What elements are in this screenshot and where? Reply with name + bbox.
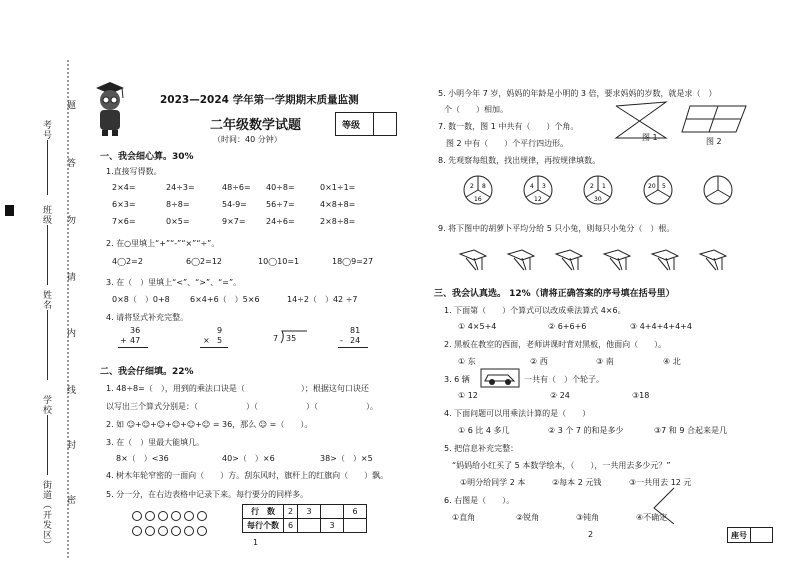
calc-item: 24÷3=: [166, 183, 195, 192]
dividend: 35: [286, 334, 297, 343]
calc-item: 48÷6=: [222, 183, 251, 192]
pattern-number: 1: [602, 183, 606, 190]
compare-item[interactable]: 14÷2（ ）42 ÷7: [287, 295, 358, 304]
s3-q5-option[interactable]: ①明分给同学 2 本: [460, 478, 526, 487]
s3-q4: 4. 下面问题可以用乘法计算的是（ ）: [444, 409, 591, 418]
divisor: 7: [273, 334, 279, 343]
table-cell[interactable]: [344, 519, 367, 533]
label-class: 班级: [41, 205, 51, 225]
r-q7-line2: 图 2 中有（ ）个平行四边形。: [446, 139, 569, 148]
s2-q3-item[interactable]: 38>（ ）×5: [320, 454, 373, 463]
seal-char: 请: [65, 272, 75, 282]
fill-line: [47, 225, 48, 285]
operator-item[interactable]: 4◯2=2: [112, 257, 143, 266]
compare-item[interactable]: 0×8（ ）0+8: [112, 295, 170, 304]
circle-icon: [145, 526, 155, 536]
vertical-top: 9: [217, 326, 223, 335]
table-cell[interactable]: [298, 519, 321, 533]
s3-q2-option[interactable]: ① 东: [458, 357, 476, 366]
pattern-circle-4: [644, 176, 672, 204]
s2-q3-item[interactable]: 40>（ ）×6: [222, 454, 275, 463]
pattern-number: 12: [534, 196, 542, 203]
label-name: 姓名: [41, 290, 51, 310]
calc-item: 40÷8=: [266, 183, 295, 192]
vertical-bottom: 24: [350, 336, 361, 345]
s2-q5: 5. 分一分，在右边表格中记录下来。每行要分的同样多。: [106, 490, 309, 499]
calc-item: 6×3=: [112, 200, 136, 209]
s3-q2-option[interactable]: ④ 北: [663, 357, 681, 366]
label-district: 街道（开发区）: [41, 480, 51, 550]
exam-time: （时间：40 分钟）: [213, 135, 282, 144]
fill-line: [47, 140, 48, 195]
pattern-number: 20: [648, 183, 656, 190]
s3-q1-option[interactable]: ② 6+6+6: [548, 322, 587, 331]
student-mascot-icon: [88, 80, 128, 138]
seal-char: 密: [65, 495, 75, 505]
carrot-bunch-icon: [604, 250, 630, 270]
s3-q3-option[interactable]: ③18: [632, 391, 650, 400]
exam-title: 2023—2024 学年第一学期期末质量监测: [160, 94, 359, 106]
grade-box: [335, 112, 397, 136]
operator-item[interactable]: 18◯9=27: [332, 257, 374, 266]
r-q9: 9. 将下图中的胡萝卜平均分给 5 只小兔，则每只小兔分（ ）根。: [438, 224, 675, 233]
s3-q6-option[interactable]: ②锐角: [516, 513, 540, 522]
circle-icon: [197, 511, 207, 521]
circle-icon: [171, 511, 181, 521]
s3-q6-option[interactable]: ①直角: [452, 513, 476, 522]
circle-icon: [184, 511, 194, 521]
s2-q4: 4. 树木年轮窄密的一面向（ ）方。刮东风时，旗杆上的红旗向（ ）飘。: [106, 471, 389, 480]
s3-q1-option[interactable]: ① 4×5+4: [458, 322, 497, 331]
s2-q1-line2: 以写出三个算式分别是：（ ）（ ）（ ）。: [106, 402, 378, 411]
carrot-bunch-icon: [652, 250, 678, 270]
calc-item: 24÷6=: [266, 217, 295, 226]
compare-item[interactable]: 6×4+6（ ）5×6: [190, 295, 260, 304]
operator-item[interactable]: 10◯10=1: [258, 257, 300, 266]
fill-line: [47, 415, 48, 475]
vertical-op: +: [120, 336, 127, 345]
table-cell: 行 数: [243, 505, 284, 519]
vertical-top: 81: [350, 326, 361, 335]
seat-separator: [750, 528, 751, 542]
table-cell: 每行个数: [243, 519, 284, 533]
seal-char: 勿: [65, 215, 75, 225]
s3-q5: 5. 把信息补充完整：: [444, 444, 519, 453]
section1-heading: 一、我会细心算。30%: [100, 152, 194, 162]
circle-icon: [158, 526, 168, 536]
q2-instruction: 2. 在○里填上“+”“-”“×”“÷”。: [106, 239, 220, 248]
page-number: 1: [253, 538, 259, 547]
section2-heading: 二、我会仔细填。22%: [100, 367, 194, 377]
pattern-number: 5: [662, 183, 666, 190]
carrot-bunch-icon: [460, 250, 486, 270]
s3-q4-option[interactable]: ③7 和 9 合起来是几: [654, 426, 727, 435]
s3-q3-prefix: 3. 6 辆: [444, 375, 470, 384]
s2-q2: 2. 如 ☺+☺+☺+☺+☺+☺ = 36，那么 ☺ =（ ）。: [106, 420, 313, 429]
seal-char: 线: [65, 385, 75, 395]
table-cell: 3: [321, 519, 344, 533]
table-cell: 6: [284, 519, 298, 533]
calc-item: 8÷8=: [166, 200, 190, 209]
calc-item: 54-9=: [222, 200, 247, 209]
s3-q3-option[interactable]: ② 24: [550, 391, 570, 400]
pattern-circle-2: [524, 176, 552, 204]
s3-q4-option[interactable]: ② 3 个 7 的和是多少: [548, 426, 624, 435]
calc-item: 9×7=: [222, 217, 246, 226]
fill-line: [47, 310, 48, 380]
seal-char: 题: [65, 100, 75, 110]
table-cell: 6: [344, 505, 367, 519]
r-q5-line1: 5. 小明今年 7 岁，妈妈的年龄是小明的 3 倍，要求妈妈的岁数，就是求（ ）: [438, 89, 717, 98]
vertical-op: ×: [203, 336, 210, 345]
page-number: 2: [588, 530, 594, 539]
vertical-rule: [338, 347, 368, 348]
table-cell[interactable]: [321, 505, 344, 519]
label-exam-number: 考号: [41, 120, 51, 140]
circle-icon: [171, 526, 181, 536]
r-q5-line2: 个（ ）相加。: [444, 105, 508, 114]
vertical-rule: [200, 347, 228, 348]
s3-q2-option[interactable]: ② 西: [530, 357, 548, 366]
pattern-number: 2: [590, 183, 594, 190]
pattern-circle-3: [584, 176, 612, 204]
seat-label: 座号: [731, 531, 747, 540]
q4-instruction: 4. 请将竖式补充完整。: [106, 313, 189, 322]
registration-mark: [5, 205, 14, 216]
s3-q2: 2. 黑板在教室的西面，老师讲课时背对黑板，他面向（ ）。: [444, 340, 667, 349]
s3-q5-quote: “妈妈给小红买了 5 本数学绘本，（ ），一共用去多少元？”: [452, 461, 671, 470]
table-cell: 2: [284, 505, 298, 519]
calc-item: 2×8÷8=: [320, 217, 356, 226]
seat-number-box: [727, 527, 773, 543]
pattern-circles: [462, 174, 762, 208]
q3-instruction: 3. 在（ ）里填上“<”、“>”、“=”。: [106, 278, 242, 287]
grouping-table: [242, 504, 367, 533]
circle-icon: [132, 526, 142, 536]
calc-item: 7×6=: [112, 217, 136, 226]
circle-icon: [145, 511, 155, 521]
angle-figure: [650, 486, 676, 526]
s3-q4-option[interactable]: ① 6 比 4 多几: [458, 426, 510, 435]
seal-char: 内: [65, 328, 75, 338]
vertical-bottom: 5: [217, 336, 223, 345]
circle-icon: [184, 526, 194, 536]
car-icon: [480, 368, 520, 388]
s3-q5-option[interactable]: ③一共用去 12 元: [629, 478, 692, 487]
parallelogram-figure-2: [680, 104, 748, 134]
carrot-bunch-icon: [700, 250, 726, 270]
pattern-circle-1: [464, 176, 492, 204]
pattern-number: 2: [470, 183, 474, 190]
r-q8: 8. 先观察每组数，找出规律，再按规律填数。: [438, 156, 601, 165]
fig2-label: 图 2: [706, 137, 722, 146]
carrot-bunch-icon: [556, 250, 582, 270]
s3-q3-option[interactable]: ① 12: [458, 391, 478, 400]
s3-q6-option[interactable]: ③钝角: [576, 513, 600, 522]
table-cell: 3: [298, 505, 321, 519]
circles-row: [132, 521, 210, 540]
s2-q3: 3. 在（ ）里最大能填几。: [106, 438, 205, 447]
pattern-number: 4: [530, 183, 534, 190]
vertical-bottom: 47: [130, 336, 141, 345]
s3-q5-option[interactable]: ②每本 2 元钱: [552, 478, 602, 487]
section3-heading: 三、我会认真选。 12%（请将正确答案的序号填在括号里）: [434, 289, 675, 299]
seal-char: 答: [65, 158, 75, 168]
vertical-op: -: [340, 336, 343, 345]
s2-q3-item[interactable]: 8×（ ）<36: [116, 454, 169, 463]
pattern-number: 8: [482, 183, 486, 190]
vertical-top: 36: [130, 326, 141, 335]
s3-q2-option[interactable]: ③ 南: [596, 357, 614, 366]
s3-q6: 6. 右图是（ ）。: [444, 496, 515, 505]
calc-item: 0×1÷1=: [320, 183, 356, 192]
calc-item: 2×4=: [112, 183, 136, 192]
calc-item: 0×5=: [166, 217, 190, 226]
r-q7-line1: 7. 数一数，图 1 中共有（ ）个角。: [438, 122, 579, 131]
circle-icon: [197, 526, 207, 536]
s3-q1: 1. 下面第（ ）个算式可以改成乘法算式 4×6。: [444, 306, 626, 315]
s2-q1-line1: 1. 48÷8=（ ），用到的乘法口诀是（ ）；根据这句口诀还: [106, 384, 369, 393]
seal-char: 封: [65, 440, 75, 450]
grade-cell: [373, 113, 397, 135]
calc-item: 4×8+8=: [320, 200, 356, 209]
circle-icon: [132, 511, 142, 521]
operator-item[interactable]: 6◯2=12: [186, 257, 223, 266]
pattern-number: 30: [594, 196, 602, 203]
q1-instruction: 1.直接写得数。: [106, 167, 162, 176]
vertical-rule: [118, 347, 148, 348]
pattern-number: 16: [474, 196, 482, 203]
table-row: [243, 519, 367, 533]
table-row: [243, 505, 367, 519]
pattern-number: 3: [542, 183, 546, 190]
s3-q3-suffix: 一共有（ ）个轮子。: [524, 375, 604, 384]
circle-icon: [158, 511, 168, 521]
fig1-label: 图 1: [642, 133, 658, 142]
exam-subtitle: 二年级数学试题: [210, 118, 302, 133]
s3-q6-option[interactable]: ④不确定: [636, 513, 668, 522]
pattern-circle-5[interactable]: [704, 176, 732, 204]
carrot-bunches: [456, 244, 746, 276]
calc-item: 56÷7=: [266, 200, 295, 209]
carrot-bunch-icon: [508, 250, 534, 270]
label-school: 学校: [41, 395, 51, 415]
grade-label: 等级: [342, 121, 361, 131]
binding-line: [62, 60, 74, 560]
s3-q1-option[interactable]: ③ 4+4+4+4+4: [630, 322, 692, 331]
